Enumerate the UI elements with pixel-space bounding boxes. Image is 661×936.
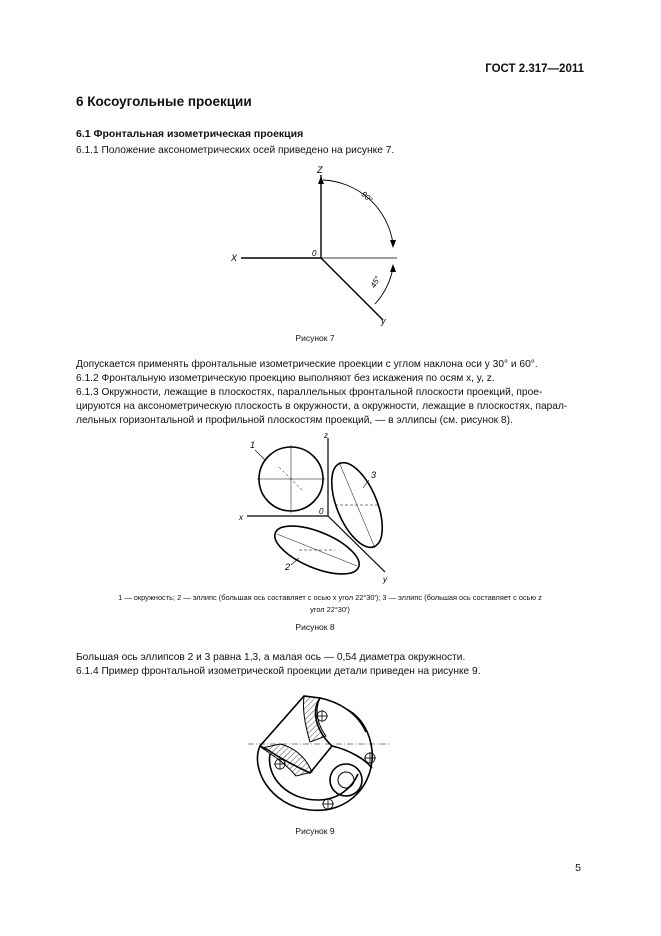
label-x: x [239, 513, 243, 522]
figure-8-caption: Рисунок 8 [295, 622, 335, 632]
section-upper [303, 696, 326, 742]
label-angle-90: 90° [359, 189, 375, 205]
section-title: 6 Косоугольные проекции [76, 94, 252, 109]
y-axis [321, 258, 383, 320]
paragraph-6-1-1: 6.1.1 Положение аксонометрических осей приведено на рисунке 7. [76, 145, 395, 156]
bore [330, 764, 362, 796]
figure-8-legend-line1: 1 — окружность; 2 — эллипс (большая ось составляет с осью x угол 22°30′); 3 — эллипс (большая ось составляет с осью z [118, 593, 542, 602]
paragraph-allow-angles: Допускается применять фронтальные изометрические проекции с углом наклона оси y 30° и 60°. [76, 359, 538, 370]
figure-8-ellipses-diagram [235, 432, 415, 587]
label-3: 3 [371, 470, 377, 480]
paragraph-6-1-3-line3: лельных горизонтальной и профильной плоскостям проекций, — в эллипсы (см. рисунок 8). [76, 415, 513, 426]
figure-7-axes-diagram [225, 160, 415, 330]
arrow-90-end [390, 240, 396, 248]
label-o: 0 [319, 507, 324, 516]
figure-9-caption: Рисунок 9 [295, 826, 335, 836]
paragraph-6-1-3-line1: 6.1.3 Окружности, лежащие в плоскостях, параллельных фронтальной плоскости проекций, прое- [76, 387, 543, 398]
label-o: 0 [312, 249, 317, 258]
label-z: z [324, 432, 328, 440]
y-axis [328, 516, 385, 572]
label-x: X [231, 253, 238, 263]
label-z: Z [317, 165, 323, 175]
paragraph-axes-ratio: Большая ось эллипсов 2 и 3 равна 1,3, а малая ось — 0,54 диаметра окружности. [76, 652, 466, 663]
figure-7-caption: Рисунок 7 [295, 333, 335, 343]
label-1: 1 [250, 440, 256, 450]
bore-inner [338, 772, 354, 788]
paragraph-6-1-4: 6.1.4 Пример фронтальной изометрической проекции детали приведен на рисунке 9. [76, 666, 481, 677]
angle-90-arc [323, 180, 393, 244]
paragraph-6-1-2: 6.1.2 Фронтальную изометрическую проекцию выполняют без искажения по осям x, y, z. [76, 373, 495, 384]
figure-9-part-drawing [240, 688, 390, 823]
figure-8-legend-line2: угол 22°30′) [310, 605, 350, 614]
label-y: y [381, 316, 386, 326]
standard-header: ГОСТ 2.317—2011 [485, 63, 584, 75]
label-2: 2 [285, 562, 291, 572]
label-y: y [383, 575, 387, 584]
paragraph-6-1-3-line2: цируются на аксонометрическую плоскость в окружности, а окружности, лежащие в плоскостях, парал- [76, 401, 568, 412]
subsection-title: 6.1 Фронтальная изометрическая проекция [76, 128, 304, 140]
arrow-45-start [390, 264, 396, 272]
label-angle-45: 45° [368, 274, 383, 290]
page-number: 5 [575, 862, 581, 874]
